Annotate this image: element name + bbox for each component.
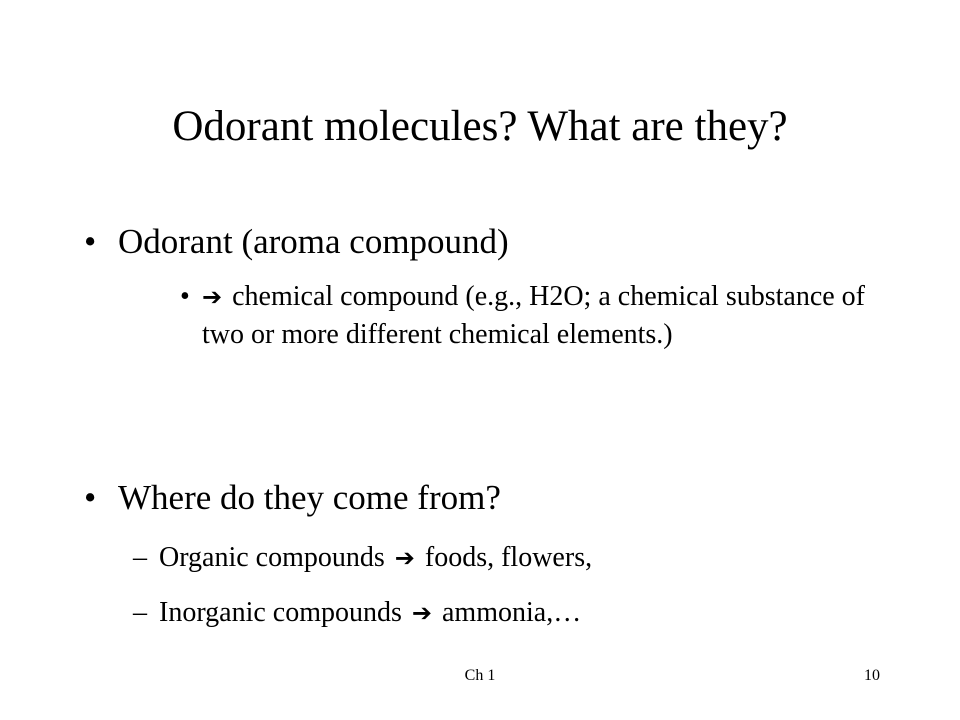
sub-bullet-body <box>202 278 882 354</box>
dash-item-after: foods, flowers, <box>424 542 593 573</box>
dash-item-body <box>159 595 581 631</box>
dash-item-body <box>159 540 592 576</box>
dash-mark: – <box>133 597 147 628</box>
dash-item-before: Inorganic compounds <box>159 597 402 628</box>
dash-item-before: Organic compounds <box>159 542 385 573</box>
bullet-mark: • <box>84 478 97 517</box>
right-arrow-icon: ➔ <box>411 599 432 627</box>
right-arrow-icon: ➔ <box>202 283 223 311</box>
footer-chapter: Ch 1 <box>464 667 496 684</box>
dash-item-after: ammonia,… <box>442 597 582 628</box>
sub-bullet-text: chemical compound (e.g., H2O; a chemical substance of two or more different chemical elements.) <box>202 281 865 350</box>
sub-bullet-mark: • <box>180 281 190 312</box>
bullet-text: Odorant (aroma compound) <box>118 222 509 261</box>
slide-title: Odorant molecules? What are they? <box>172 103 788 150</box>
right-arrow-icon: ➔ <box>394 544 415 572</box>
bullet-text: Where do they come from? <box>118 478 501 517</box>
dash-mark: – <box>133 542 147 573</box>
bullet-mark: • <box>84 222 97 261</box>
slide-number: 10 <box>864 667 880 684</box>
